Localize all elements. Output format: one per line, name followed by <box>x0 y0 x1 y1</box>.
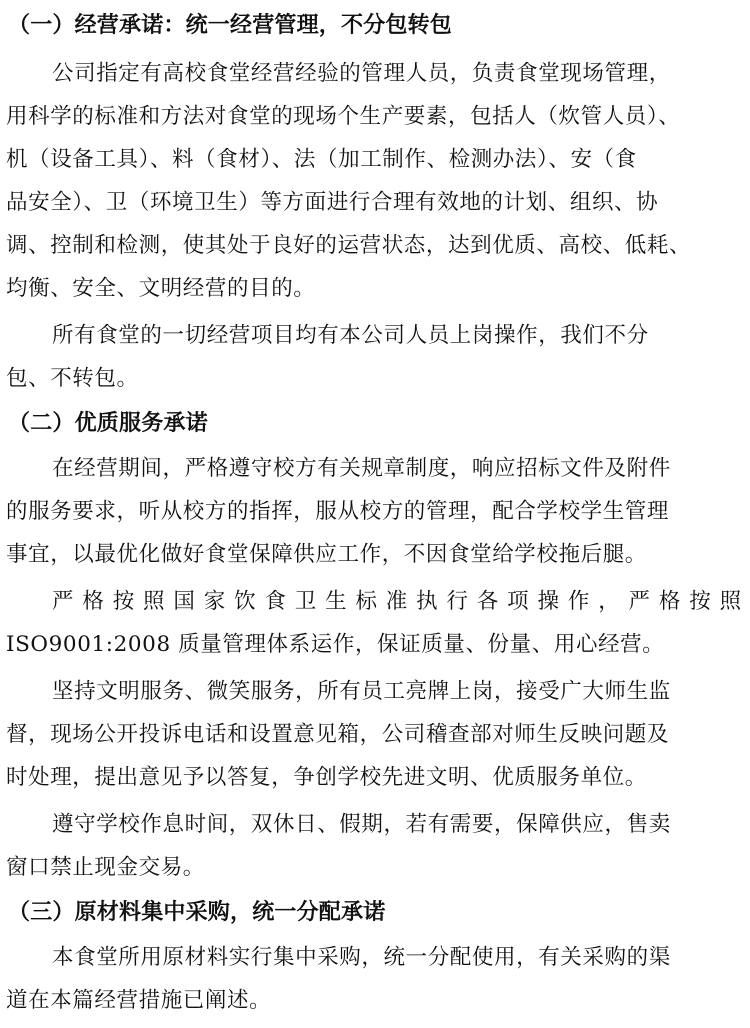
justified-char: 卫 <box>294 589 317 614</box>
justified-char: 食 <box>264 589 287 614</box>
paragraph-line: 时处理，提出意见予以答复，争创学校先进文明、优质服务单位。 <box>6 765 647 790</box>
paragraph-line: 本食堂所用原材料实行集中采购，统一分配使用，有关采购的渠 <box>52 945 671 970</box>
justified-char: 标 <box>355 589 378 614</box>
justified-char: 格 <box>82 589 105 614</box>
paragraph-line: 均衡、安全、文明经营的目的。 <box>6 276 316 301</box>
paragraph-line: 遵守学校作息时间，双休日、假期，若有需要，保障供应，售卖 <box>52 812 671 837</box>
paragraph-line: 公司指定有高校食堂经营经验的管理人员，负责食堂现场管理， <box>52 61 671 86</box>
section-heading-3: （三）原材料集中采购，统一分配承诺 <box>8 900 386 925</box>
paragraph-line-justified <box>52 588 742 616</box>
justified-char: 饮 <box>234 589 257 614</box>
paragraph-line: 坚持文明服务、微笑服务，所有员工亮牌上岗，接受广大师生监 <box>52 679 671 704</box>
section-heading-2: （二）优质服务承诺 <box>8 411 208 436</box>
justified-char: 按 <box>689 589 712 614</box>
paragraph-line: 事宜，以最优化做好食堂保障供应工作，不因食堂给学校拖后腿。 <box>6 542 647 567</box>
justified-char: 作 <box>567 589 590 614</box>
justified-char: 照 <box>719 589 742 614</box>
justified-char: 严 <box>628 589 651 614</box>
paragraph-line: 督，现场公开投诉电话和设置意见箱，公司稽查部对师生反映问题及 <box>6 722 670 747</box>
paragraph-line: 道在本篇经营措施已阐述。 <box>6 988 272 1013</box>
justified-char: 执 <box>416 589 439 614</box>
justified-char: 行 <box>446 589 469 614</box>
paragraph-line: 包、不转包。 <box>6 366 139 391</box>
justified-char: 家 <box>203 589 226 614</box>
paragraph-line: 所有食堂的一切经营项目均有本公司人员上岗操作，我们不分 <box>52 323 649 348</box>
paragraph-line: 机（设备工具）、料（食材）、法（加工制作、检测办法）、安（食 <box>6 147 637 172</box>
justified-char: 国 <box>173 589 196 614</box>
justified-char: 各 <box>476 589 499 614</box>
justified-char: 照 <box>143 589 166 614</box>
justified-char: 项 <box>507 589 530 614</box>
justified-char: 生 <box>325 589 348 614</box>
justified-char: ， <box>598 589 621 614</box>
paragraph-line: 调、控制和检测，使其处于良好的运营状态，达到优质、高校、低耗、 <box>6 233 692 258</box>
paragraph-line: 在经营期间，严格遵守校方有关规章制度，响应招标文件及附件 <box>52 456 671 481</box>
paragraph-line: 的服务要求，听从校方的指挥，服从校方的管理，配合学校学生管理 <box>6 499 670 524</box>
section-heading-1: （一）经营承诺：统一经营管理，不分包转包 <box>8 13 453 38</box>
paragraph-line: 品安全）、卫（环境卫生）等方面进行合理有效地的计划、组织、协 <box>6 190 659 215</box>
paragraph-line: 用科学的标准和方法对食堂的现场个生产要素，包括人（炊管人员）、 <box>6 104 681 129</box>
justified-char: 按 <box>112 589 135 614</box>
justified-char: 严 <box>52 589 75 614</box>
justified-char: 准 <box>385 589 408 614</box>
paragraph-line: 窗口禁止现金交易。 <box>6 855 205 880</box>
justified-char: 操 <box>537 589 560 614</box>
justified-char: 格 <box>658 589 681 614</box>
paragraph-line: ISO9001:2008 质量管理体系运作，保证质量、份量、用心经营。 <box>6 632 665 657</box>
